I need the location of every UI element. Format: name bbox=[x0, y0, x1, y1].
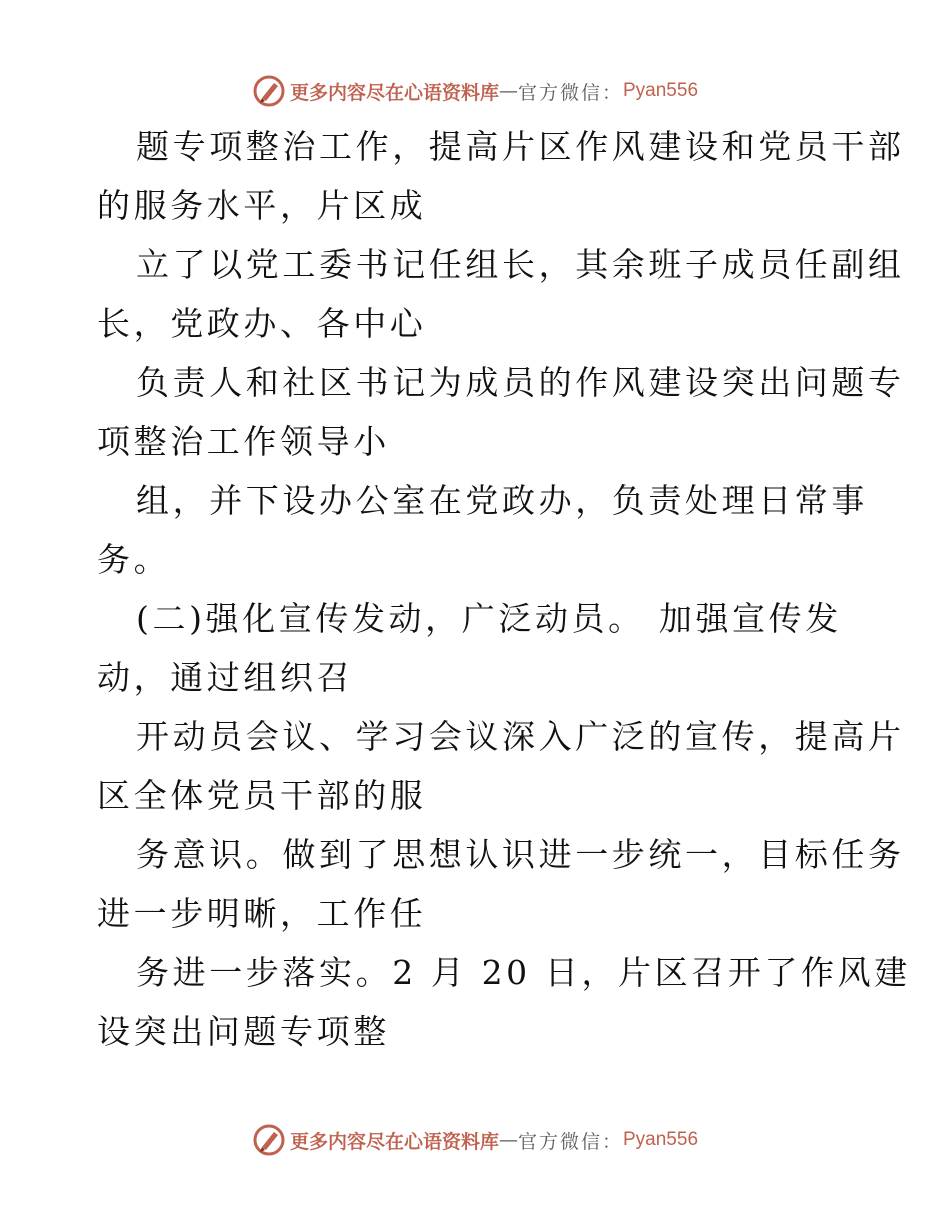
body-line: 负责人和社区书记为成员的作风建设突出问题专 bbox=[136, 363, 905, 402]
watermark-label: 官方微信： bbox=[517, 81, 623, 104]
body-line: 设突出问题专项整 bbox=[97, 1012, 390, 1051]
body-line: 组，并下设办公室在党政办，负责处理日常事 bbox=[136, 481, 868, 520]
body-line: 开动员会议、学习会议深入广泛的宣传，提高片 bbox=[136, 717, 905, 756]
watermark-id: Pyan556 bbox=[623, 80, 699, 101]
body-line: 区全体党员干部的服 bbox=[97, 776, 427, 815]
watermark-brand: 更多内容尽在心语资料库 bbox=[289, 1130, 499, 1153]
body-line: 进一步明晰，工作任 bbox=[97, 894, 427, 933]
pen-logo-icon bbox=[252, 74, 286, 108]
body-line: 长，党政办、各中心 bbox=[97, 304, 427, 343]
footer-watermark bbox=[0, 1120, 950, 1160]
watermark-label: 官方微信： bbox=[517, 1130, 623, 1153]
header-watermark bbox=[0, 71, 950, 111]
body-line: 动，通过组织召 bbox=[97, 658, 354, 697]
watermark-dash: — bbox=[498, 1129, 518, 1151]
watermark-dash: — bbox=[498, 80, 518, 102]
body-line: 务。 bbox=[97, 540, 171, 579]
body-line: 的服务水平，片区成 bbox=[97, 186, 427, 225]
watermark-brand: 更多内容尽在心语资料库 bbox=[289, 81, 499, 104]
pen-logo-icon bbox=[252, 1123, 286, 1157]
section-heading-line: (二)强化宣传发动，广泛动员。 加强宣传发 bbox=[136, 599, 842, 638]
body-line: 题专项整治工作，提高片区作风建设和党员干部 bbox=[136, 127, 905, 166]
body-line: 务进一步落实。2 月 20 日，片区召开了作风建 bbox=[136, 953, 911, 992]
body-line: 务意识。做到了思想认识进一步统一，目标任务 bbox=[136, 835, 905, 874]
body-line: 立了以党工委书记任组长，其余班子成员任副组 bbox=[136, 245, 905, 284]
body-line: 项整治工作领导小 bbox=[97, 422, 390, 461]
watermark-id: Pyan556 bbox=[623, 1129, 699, 1150]
